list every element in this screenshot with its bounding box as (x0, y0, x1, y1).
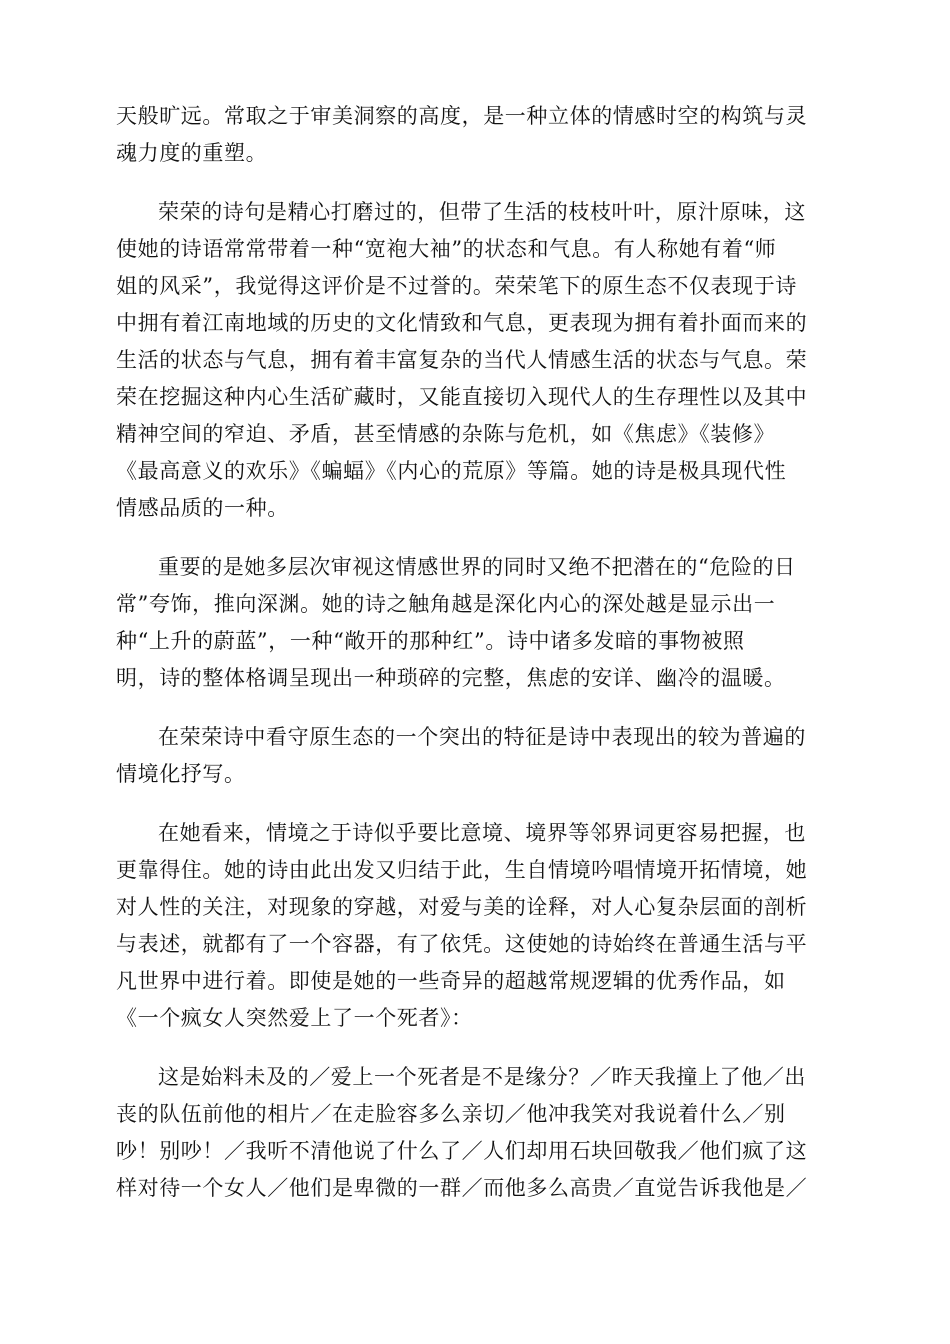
text-line: 情感品质的一种。 (116, 496, 289, 520)
text-line-indented: 在荣荣诗中看守原生态的一个突出的特征是诗中表现出的较为普遍的 (158, 725, 806, 749)
paragraph-1 (116, 98, 834, 172)
text-line: 明，诗的整体格调呈现出一种琐碎的完整，焦虑的安详、幽冷的温暖。 (116, 666, 786, 690)
text-line: 对人性的关注，对现象的穿越，对爱与美的诠释，对人心复杂层面的剖析 (116, 895, 808, 919)
paragraph-5 (116, 815, 834, 1037)
paragraph-3 (116, 549, 834, 697)
text-line: 天般旷远。常取之于审美洞察的高度，是一种立体的情感时空的构筑与灵 (116, 104, 808, 128)
document-body (116, 98, 834, 1229)
paragraph-6-poem-quote (116, 1059, 834, 1207)
text-line: 吵！别吵！／我听不清他说了什么了／人们却用石块回敬我／他们疯了这 (116, 1139, 808, 1163)
text-line: 样对待一个女人／他们是卑微的一群／而他多么高贵／直觉告诉我他是／ (116, 1176, 808, 1200)
text-line: 中拥有着江南地域的历史的文化情致和气息，更表现为拥有着扑面而来的 (116, 311, 808, 335)
text-line: 更靠得住。她的诗由此出发又归结于此，生自情境吟唱情境开拓情境，她 (116, 858, 808, 882)
text-line: 《最高意义的欢乐》《蝙蝠》《内心的荒原》等篇。她的诗是极具现代性 (116, 459, 787, 483)
text-line: 姐的风采”，我觉得这评价是不过誉的。荣荣笔下的原生态不仅表现于诗 (116, 274, 797, 298)
text-line-indented: 这是始料未及的／爱上一个死者是不是缘分？／昨天我撞上了他／出 (158, 1065, 806, 1089)
text-line: 常”夸饰，推向深渊。她的诗之触角越是深化内心的深处越是显示出一 (116, 592, 776, 616)
text-line-indented: 重要的是她多层次审视这情感世界的同时又绝不把潜在的“危险的日 (158, 555, 796, 579)
text-line: 《一个疯女人突然爱上了一个死者》： (116, 1006, 473, 1030)
paragraph-2 (116, 194, 834, 527)
text-line: 丧的队伍前他的相片／在走脸容多么亲切／他冲我笑对我说着什么／别 (116, 1102, 786, 1126)
text-line: 荣在挖掘这种内心生活矿藏时，又能直接切入现代人的生存理性以及其中 (116, 385, 808, 409)
text-line-indented: 荣荣的诗句是精心打磨过的，但带了生活的枝枝叶叶，原汁原味，这 (158, 200, 806, 224)
text-line: 与表述，就都有了一个容器，有了依凭。这使她的诗始终在普通生活与平 (116, 932, 808, 956)
paragraph-4 (116, 719, 834, 793)
text-line: 生活的状态与气息，拥有着丰富复杂的当代人情感生活的状态与气息。荣 (116, 348, 808, 372)
text-line: 使她的诗语常常带着一种“宽袍大袖”的状态和气息。有人称她有着“师 (116, 237, 777, 261)
text-line: 精神空间的窄迫、矛盾，甚至情感的杂陈与危机，如《焦虑》《装修》 (116, 422, 776, 446)
text-line: 情境化抒写。 (116, 762, 246, 786)
text-line: 种“上升的蔚蓝”，一种“敞开的那种红”。诗中诸多发暗的事物被照 (116, 629, 745, 653)
text-line: 魂力度的重塑。 (116, 141, 268, 165)
text-line-indented: 在她看来，情境之于诗似乎要比意境、境界等邻界词更容易把握，也 (158, 821, 806, 845)
text-line: 凡世界中进行着。即使是她的一些奇异的超越常规逻辑的优秀作品，如 (116, 969, 786, 993)
